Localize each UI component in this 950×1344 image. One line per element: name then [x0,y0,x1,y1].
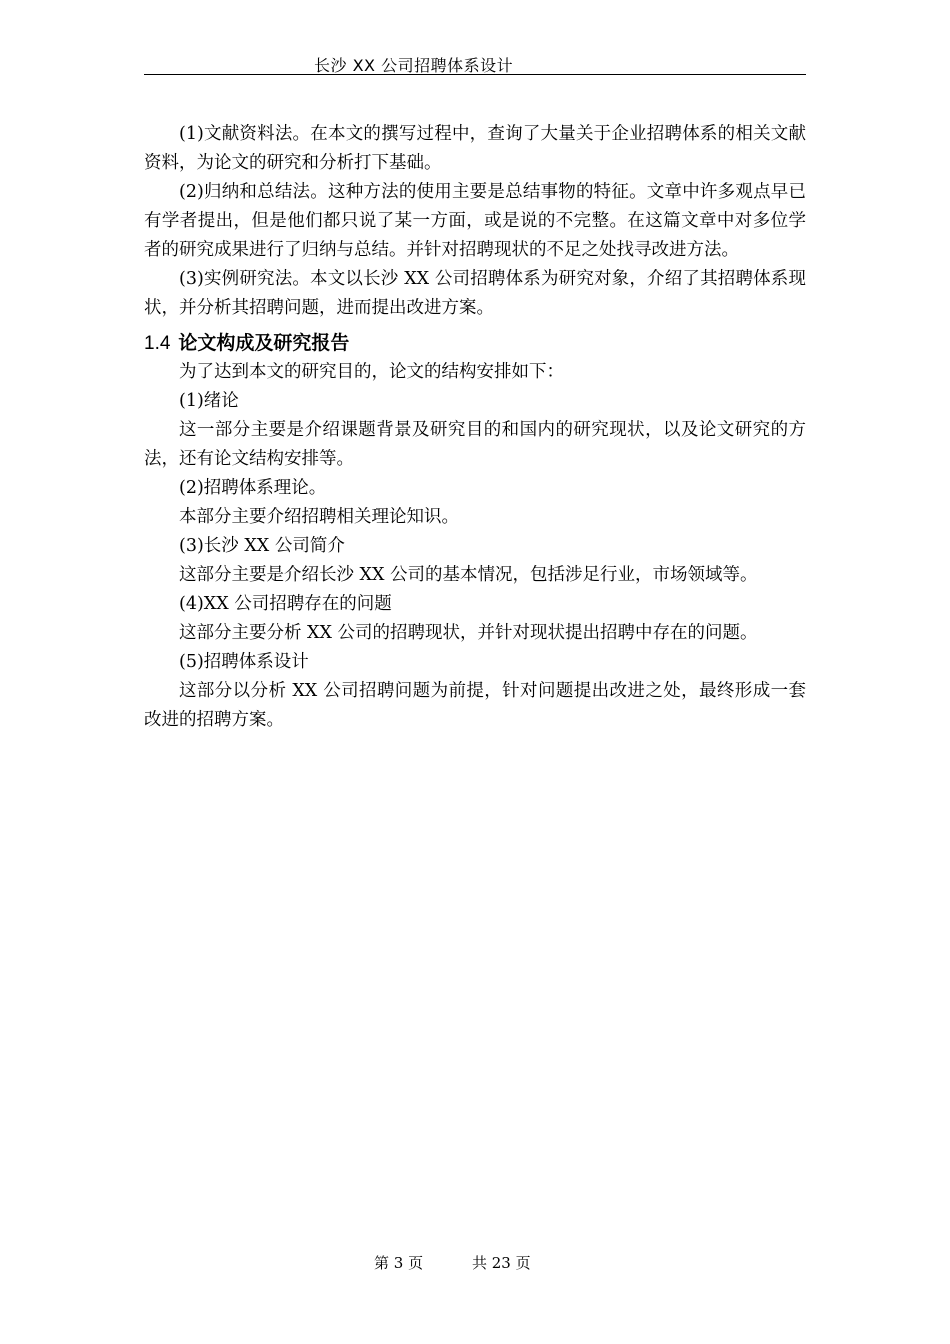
document-body [144,120,806,735]
paragraph: 这部分以分析 XX 公司招聘问题为前提，针对问题提出改进之处，最终形成一套改进的招聘方案。 [144,681,806,730]
list-heading: (2)招聘体系理论。 [179,478,327,498]
page-total: 共 23 页 [472,1254,531,1272]
section-title: 论文构成及研究报告 [178,332,350,354]
section-number: 1.4 [144,333,171,354]
header-title: 长沙 XX 公司招聘体系设计 [314,56,514,75]
page-number: 第 3 页 [374,1254,424,1272]
list-heading: (3)长沙 XX 公司简介 [179,536,345,556]
paragraph: (1)文献资料法。在本文的撰写过程中，查询了大量关于企业招聘体系的相关文献资料，为论文的研究和分析打下基础。 [144,124,806,173]
list-heading: (4)XX 公司招聘存在的问题 [179,594,392,614]
paragraph: 这部分主要分析 XX 公司的招聘现状，并针对现状提出招聘中存在的问题。 [179,623,758,643]
paragraph: 这一部分主要是介绍课题背景及研究目的和国内的研究现状，以及论文研究的方法，还有论文结构安排等。 [144,420,806,469]
section-heading [144,329,806,358]
paragraph: 这部分主要是介绍长沙 XX 公司的基本情况，包括涉足行业，市场领域等。 [179,565,758,585]
list-heading: (5)招聘体系设计 [179,652,309,672]
list-heading: (1)绪论 [179,391,239,411]
page-header [144,52,806,75]
paragraph: (2)归纳和总结法。这种方法的使用主要是总结事物的特征。文章中许多观点早已有学者提出，但是他们都只说了某一方面，或是说的不完整。在这篇文章中对多位学者的研究成果进行了归纳与总结。并针对招聘现状的不足之处找寻改进方法。 [144,182,806,260]
paragraph: 本部分主要介绍招聘相关理论知识。 [179,507,459,527]
paragraph: 为了达到本文的研究目的，论文的结构安排如下： [179,362,564,382]
paragraph: (3)实例研究法。本文以长沙 XX 公司招聘体系为研究对象，介绍了其招聘体系现状，并分析其招聘问题，进而提出改进方案。 [144,269,806,318]
